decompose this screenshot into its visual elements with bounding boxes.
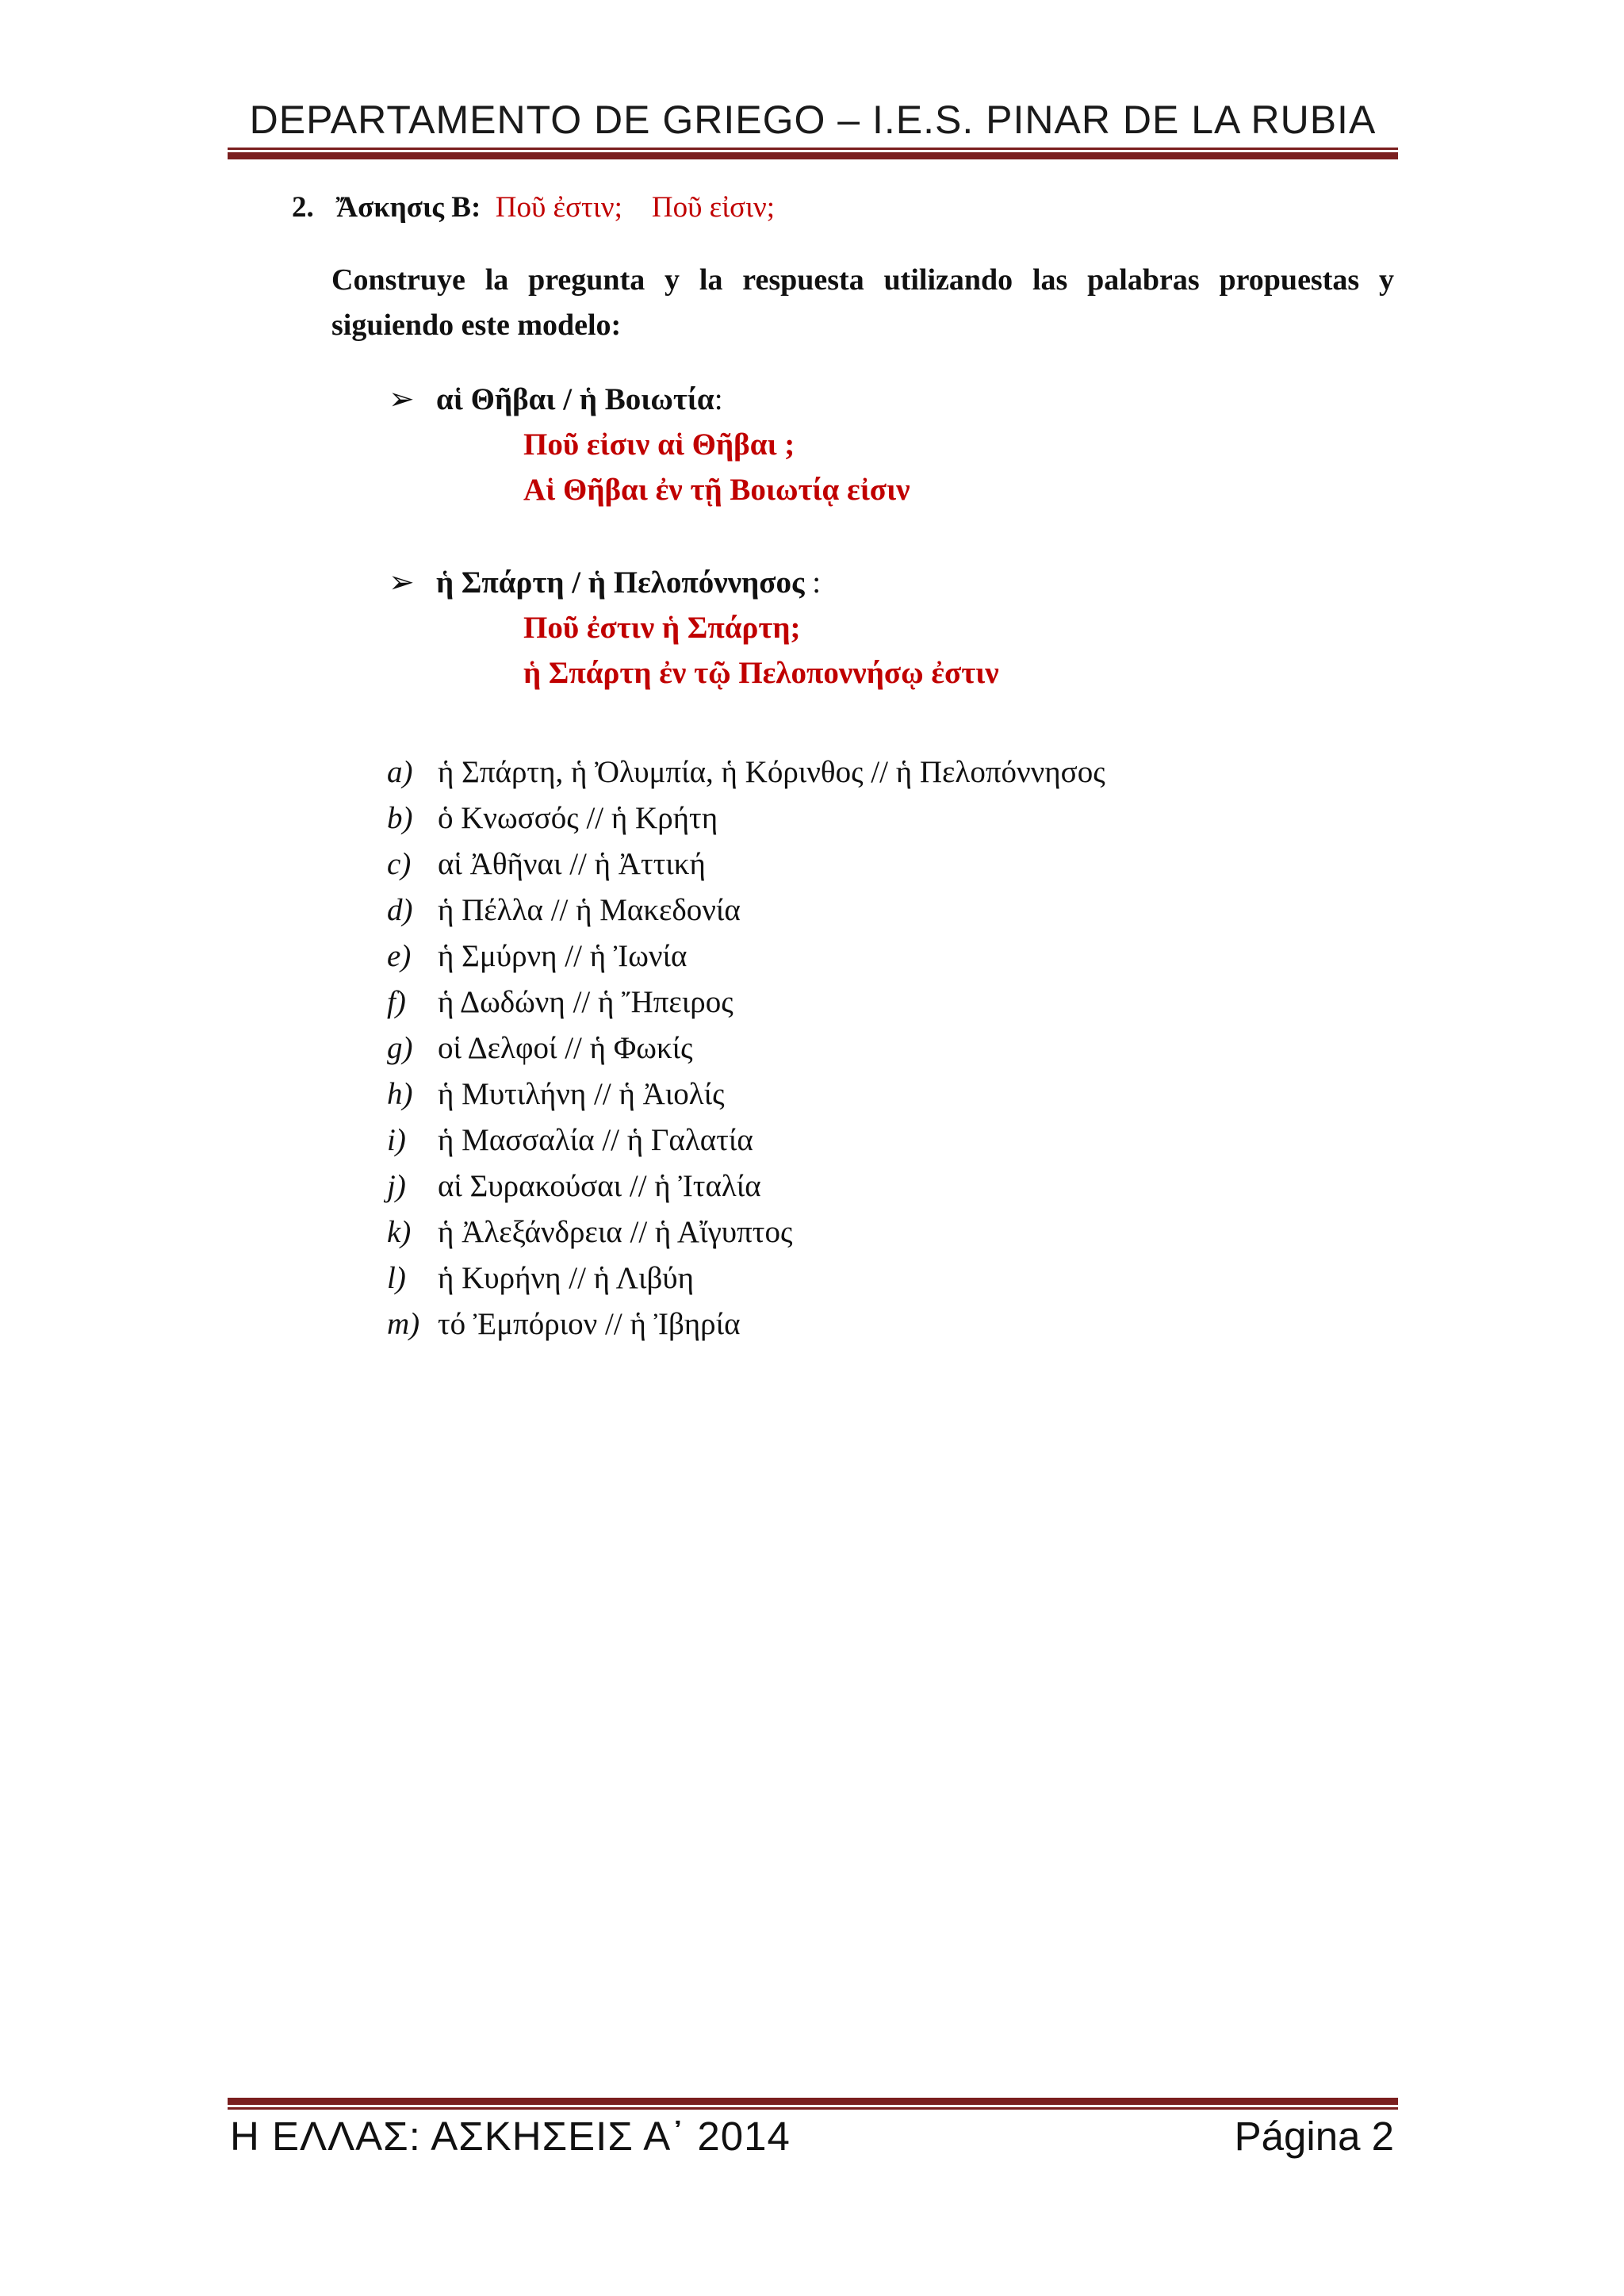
item-text: ἡ Δωδώνη // ἡ Ἤπειρος <box>438 985 733 1019</box>
header-rule-thick <box>228 152 1398 159</box>
exercise-items-list <box>387 749 1105 1347</box>
exercise-question-2: Ποῦ εἰσιν; <box>651 191 776 224</box>
list-item <box>387 979 1105 1025</box>
list-item <box>387 1255 1105 1301</box>
item-text: ἡ Πέλλα // ἡ Μακεδονία <box>438 893 741 927</box>
exercise-question-1: Ποῦ ἐστιν; <box>495 191 622 224</box>
item-letter: h) <box>387 1077 413 1111</box>
exercise-instruction: Construye la pregunta y la respuesta utilizando las palabras propuestas y siguiendo este modelo: <box>331 263 1394 342</box>
model-pair: ἡ Σπάρτη / ἡ Πελοπόννησος <box>436 565 805 600</box>
list-item <box>387 1301 1105 1347</box>
item-text: αἱ Συρακούσαι // ἡ Ἰταλία <box>438 1169 761 1203</box>
model-example-1 <box>389 381 723 417</box>
model-question: Ποῦ ἐστιν ἡ Σπάρτη; <box>523 611 801 645</box>
item-letter: k) <box>387 1215 412 1249</box>
list-item <box>387 841 1105 887</box>
item-text: ὁ Κνωσσός // ἡ Κρήτη <box>438 801 718 835</box>
item-letter: m) <box>387 1307 420 1341</box>
model-question: Ποῦ εἰσιν αἱ Θῆβαι ; <box>523 427 795 462</box>
item-text: οἱ Δελφοί // ἡ Φωκίς <box>438 1031 693 1065</box>
item-letter: b) <box>387 801 413 835</box>
item-text: ἡ Σμύρνη // ἡ Ἰωνία <box>438 939 688 973</box>
list-item <box>387 1071 1105 1117</box>
item-text: ἡ Ἀλεξάνδρεια // ἡ Αἴγυπτος <box>438 1215 793 1249</box>
header-rule-thin <box>228 148 1398 150</box>
model-answer: Αἱ Θῆβαι ἐν τῇ Βοιωτίᾳ εἰσιν <box>523 473 910 507</box>
model-example-2 <box>389 565 821 600</box>
list-item <box>387 887 1105 933</box>
page-header-title: DEPARTAMENTO DE GRIEGO – I.E.S. PINAR DE LA RUBIA <box>249 98 1377 142</box>
model-pair: αἱ Θῆβαι / ἡ Βοιωτία <box>436 382 714 416</box>
list-item <box>387 933 1105 979</box>
item-text: τό Ἐμπόριον // ἡ Ἰβηρία <box>438 1307 741 1341</box>
item-letter: e) <box>387 939 412 973</box>
item-letter: j) <box>387 1169 406 1203</box>
footer-rule-thick <box>228 2098 1398 2105</box>
list-item <box>387 749 1105 795</box>
model-answer: ἡ Σπάρτη ἐν τῷ Πελοποννήσῳ ἐστιν <box>523 656 999 690</box>
model-suffix: : <box>804 565 822 600</box>
exercise-title: Ἄσκησις Β: <box>335 191 481 224</box>
footer-rule-thin <box>228 2107 1398 2110</box>
list-item <box>387 1117 1105 1163</box>
footer-title: Η ΕΛΛΑΣ: ΑΣΚΗΣΕΙΣ Α᾿ 2014 <box>230 2114 791 2159</box>
item-letter: i) <box>387 1123 406 1157</box>
list-item <box>387 1025 1105 1071</box>
item-letter: a) <box>387 755 413 789</box>
item-text: ἡ Σπάρτη, ἡ Ὀλυμπία, ἡ Κόρινθος // ἡ Πελοπόννησος <box>438 755 1105 789</box>
item-text: ἡ Μυτιλήνη // ἡ Ἀιολίς <box>438 1077 725 1111</box>
list-item <box>387 1209 1105 1255</box>
list-item <box>387 1163 1105 1209</box>
page-number: Página 2 <box>1234 2114 1394 2159</box>
arrow-bullet-icon: ➢ <box>389 382 415 416</box>
list-item <box>387 795 1105 841</box>
exercise-number: 2. <box>292 191 314 224</box>
model-suffix: : <box>714 382 723 416</box>
item-letter: f) <box>387 985 406 1019</box>
exercise-heading <box>292 190 775 224</box>
item-letter: l) <box>387 1261 406 1295</box>
item-letter: d) <box>387 893 413 927</box>
item-text: ἡ Κυρήνη // ἡ Λιβύη <box>438 1261 694 1295</box>
item-letter: g) <box>387 1031 413 1065</box>
item-text: αἱ Ἀθῆναι // ἡ Ἀττική <box>438 847 706 881</box>
item-letter: c) <box>387 847 412 881</box>
item-text: ἡ Μασσαλία // ἡ Γαλατία <box>438 1123 753 1157</box>
arrow-bullet-icon: ➢ <box>389 565 415 600</box>
